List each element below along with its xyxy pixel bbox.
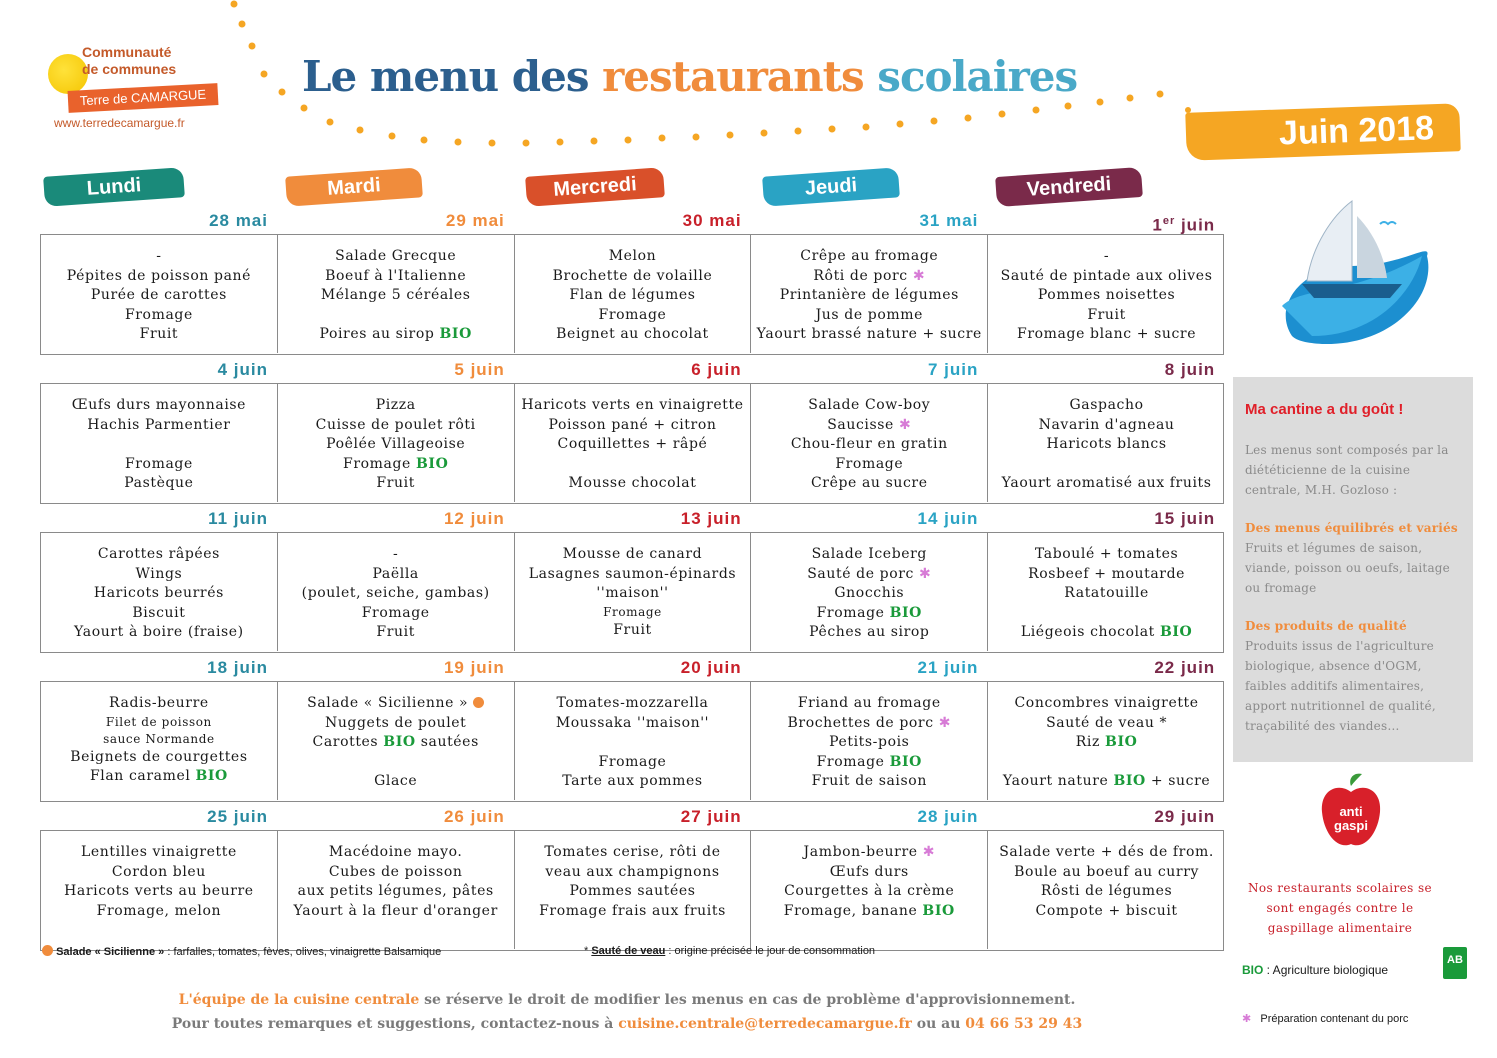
menu-item: Cubes de poisson — [328, 863, 463, 880]
menu-item: Sauté de veau * — [1046, 714, 1168, 731]
menu-item: Melon — [608, 248, 657, 264]
date-label: 22 juin — [1154, 658, 1216, 677]
menu-cell — [751, 533, 988, 651]
menu-item: Mousse chocolat — [568, 475, 697, 492]
menu-item: Sauté de porc ✱ — [807, 565, 932, 582]
antigaspi-line2: gaspi — [1334, 818, 1368, 833]
legend-bio — [1242, 963, 1388, 977]
day-header-3: Jeudi — [762, 167, 900, 206]
menu-item: Pommes sautées — [569, 883, 696, 900]
footer-line1-rest: se réserve le droit de modifier les menus en cas de problème d'approvisionnement. — [419, 992, 1076, 1008]
week-row — [40, 506, 1224, 655]
menu-item: Navarin d'agneau — [1038, 416, 1175, 433]
footer-phone[interactable]: 04 66 53 29 43 — [965, 1016, 1083, 1032]
date-label: 28 juin — [917, 807, 979, 826]
menu-item: Macédoine mayo. — [328, 844, 463, 860]
bio-badge: BIO — [383, 734, 416, 751]
date-label: 29 mai — [445, 211, 505, 230]
date-label: 29 juin — [1154, 807, 1216, 826]
menu-item: Saucisse ✱ — [827, 416, 912, 433]
menu-item: Yaourt aromatisé aux fruits — [1001, 475, 1212, 492]
menu-cells-row — [40, 234, 1224, 355]
menu-item: Œufs durs mayonnaise — [71, 397, 247, 413]
info-panel — [1233, 377, 1473, 762]
menu-item: Pommes noisettes — [1037, 287, 1176, 304]
pork-icon: ✱ — [1242, 1013, 1252, 1025]
date-label: 6 juin — [691, 360, 742, 379]
footer-line1 — [0, 992, 1254, 1008]
date-label: 5 juin — [454, 360, 505, 379]
menu-item: Fromage BIO — [343, 455, 449, 472]
menu-item: Tomates-mozzarella — [556, 695, 709, 711]
menu-cell — [751, 831, 988, 949]
menu-item: Jus de pomme — [815, 306, 923, 323]
footnote-veau-star: * — [584, 945, 592, 957]
menu-item: Œufs durs — [829, 863, 909, 880]
menu-item — [988, 604, 1225, 624]
logo-url: www.terredecamargue.fr — [54, 116, 185, 130]
menu-item: Yaourt nature BIO + sucre — [1002, 773, 1211, 790]
menu-item: Fromage — [598, 753, 667, 770]
date-label: 27 juin — [680, 807, 742, 826]
page-title — [302, 52, 1077, 101]
date-label: 26 juin — [443, 807, 505, 826]
menu-item: Yaourt à boire (fraise) — [74, 624, 244, 641]
menu-item — [515, 455, 751, 475]
menu-item: Purée de carottes — [90, 287, 227, 304]
dates-row — [40, 655, 1224, 681]
menu-item: Gaspacho — [1069, 397, 1144, 413]
menu-item: Courgettes à la crème — [784, 883, 955, 900]
menu-item: Boule au boeuf au curry — [1014, 863, 1200, 880]
menu-item — [278, 306, 514, 326]
menu-item: Poires au sirop BIO — [319, 326, 472, 343]
menu-item: Fromage, melon — [96, 902, 222, 919]
pork-icon: ✱ — [922, 844, 936, 860]
menu-item: Salade verte + dés de from. — [999, 844, 1214, 860]
menu-item: Paëlla — [372, 565, 419, 582]
menu-item: Fruit — [376, 624, 415, 641]
menu-item: Cuisse de poulet rôti — [315, 416, 476, 433]
date-label: 15 juin — [1154, 509, 1216, 528]
menu-cell — [41, 533, 278, 651]
menu-item: Chou-fleur en gratin — [790, 436, 948, 453]
bio-badge: BIO — [415, 455, 449, 472]
menu-cells-row — [40, 532, 1224, 653]
pork-icon: ✱ — [912, 267, 926, 284]
menu-item: Filet de poisson — [105, 714, 212, 729]
menu-item: Salade « Sicilienne » — [278, 694, 514, 714]
menu-item: Fruit — [376, 475, 415, 492]
menu-item: - — [1103, 248, 1110, 264]
menu-item: Radis-beurre — [109, 695, 209, 711]
logo-banner: Terre de CAMARGUE — [68, 83, 219, 113]
menu-cell — [988, 831, 1225, 949]
date-label: 4 juin — [217, 360, 268, 379]
menu-item: Pizza — [375, 397, 416, 413]
week-row — [40, 804, 1224, 953]
legend-bio-label: BIO — [1242, 963, 1264, 977]
date-label: 28 mai — [209, 211, 268, 230]
logo — [46, 42, 226, 134]
bio-badge: BIO — [1113, 773, 1146, 790]
date-label: 20 juin — [680, 658, 742, 677]
footnote-veau — [584, 945, 875, 957]
menu-item: ''maison'' — [596, 585, 669, 602]
bio-badge: BIO — [195, 768, 228, 785]
month-banner: Juin 2018 — [1185, 103, 1461, 161]
menu-item: veau aux champignons — [545, 863, 720, 880]
menu-item: Salade Grecque — [335, 248, 457, 264]
week-row — [40, 655, 1224, 804]
footnote-sicilienne-text: : farfalles, tomates, fèves, olives, vinaigrette Balsamique — [164, 946, 442, 958]
menu-cell — [41, 384, 278, 502]
menu-item: Ratatouille — [1064, 585, 1149, 602]
menu-item: Fromage — [835, 455, 904, 472]
menu-item: Crêpe au fromage — [800, 248, 939, 264]
menu-cell — [278, 235, 515, 353]
menu-item: Poêlée Villageoise — [326, 436, 466, 453]
date-label: 21 juin — [917, 658, 979, 677]
menu-item: Fromage BIO — [816, 753, 922, 770]
menu-item — [515, 733, 751, 753]
menu-item: Fruit — [613, 621, 652, 638]
menu-item: Flan caramel BIO — [89, 768, 228, 785]
menu-cell — [41, 235, 278, 353]
menu-cell — [41, 831, 278, 949]
footer-email-link[interactable]: cuisine.centrale@terredecamargue.fr — [618, 1016, 912, 1032]
menu-item: Brochettes de porc ✱ — [787, 714, 952, 731]
menu-item: Fromage — [361, 604, 430, 621]
menu-item: Carottes râpées — [97, 546, 220, 562]
antigaspi-apple-icon — [1318, 772, 1384, 852]
menu-cell — [515, 682, 752, 800]
menu-item: Friand au fromage — [797, 695, 941, 711]
menu-cell — [751, 384, 988, 502]
menu-item: Boeuf à l'Italienne — [325, 267, 467, 284]
menu-cell — [278, 831, 515, 949]
orange-dot-icon — [473, 697, 484, 708]
menu-item: Hachis Parmentier — [87, 416, 231, 433]
bio-badge: BIO — [889, 753, 922, 770]
menu-item: Carottes BIO sautées — [312, 734, 479, 751]
menu-item: Haricots verts en vinaigrette — [521, 397, 744, 413]
footnote-sicilienne-label: Salade « Sicilienne » — [56, 946, 165, 958]
menu-item: aux petits légumes, pâtes — [297, 883, 494, 900]
menu-item: Fruit — [1087, 306, 1126, 323]
dates-row — [40, 804, 1224, 830]
day-header-1: Mardi — [285, 167, 423, 206]
menu-cell — [988, 384, 1225, 502]
footer-line2-mid: ou au — [911, 1016, 966, 1032]
date-label: 25 juin — [207, 807, 268, 826]
day-header-4: Vendredi — [995, 167, 1143, 207]
menu-item: Printanière de légumes — [779, 287, 959, 304]
legend-pork-text: Préparation contenant du porc — [1260, 1013, 1409, 1025]
menu-item: Yaourt à la fleur d'oranger — [293, 902, 498, 919]
menu-item: Pastèque — [124, 475, 194, 492]
menu-cells-row — [40, 383, 1224, 504]
menu-item: Petits-pois — [829, 734, 910, 751]
panel-text-2: Produits issus de l'agriculture biologique, absence d'OGM, faibles additifs alimentaires, apport nutritionnel de qualité, traçabilité des viandes… — [1245, 639, 1436, 733]
menu-item: - — [393, 546, 399, 562]
menu-item: Beignets de courgettes — [70, 748, 248, 765]
dates-row — [40, 357, 1224, 383]
footnote-sicilienne — [42, 945, 441, 958]
pork-icon: ✱ — [938, 714, 952, 731]
footnote-veau-label: Sauté de veau — [591, 945, 666, 957]
menu-item: Fromage — [603, 604, 662, 619]
menu-item: Moussaka ''maison'' — [555, 714, 710, 731]
menu-item: Fromage — [598, 306, 667, 323]
day-header-2: Mercredi — [525, 167, 665, 207]
menu-item: Fromage frais aux fruits — [539, 902, 726, 919]
menu-item: Coquillettes + râpé — [557, 436, 708, 453]
menu-item: Fruit — [139, 326, 179, 343]
bio-badge: BIO — [1159, 624, 1193, 641]
menu-item: Salade Cow-boy — [808, 397, 931, 413]
menu-item: Fromage — [124, 306, 193, 323]
menu-cell — [278, 384, 515, 502]
week-row — [40, 357, 1224, 506]
menu-item: Haricots beurrés — [93, 585, 224, 602]
menu-cell — [515, 384, 752, 502]
menu-item — [278, 753, 514, 773]
menu-cell — [751, 682, 988, 800]
title-part2: restaurants — [602, 52, 878, 101]
menu-item: Crêpe au sucre — [810, 475, 928, 492]
menu-item: Rôsti de légumes — [1040, 883, 1173, 900]
menu-item: Beignet au chocolat — [556, 326, 709, 343]
menu-item: Pêches au sirop — [809, 624, 930, 641]
bio-badge: BIO — [889, 604, 922, 621]
logo-line1: Communauté — [82, 44, 172, 60]
menu-item: Fromage BIO — [816, 604, 922, 621]
footer-line2 — [0, 1016, 1254, 1032]
date-label: 19 juin — [443, 658, 505, 677]
menu-item: (poulet, seiche, gambas) — [301, 585, 490, 602]
menu-cell — [515, 533, 752, 651]
date-label: 11 juin — [208, 509, 268, 528]
menu-cell — [988, 235, 1225, 353]
menu-item: Liégeois chocolat BIO — [1020, 624, 1193, 641]
panel-title: Ma cantine a du goût ! — [1245, 401, 1404, 418]
antigaspi-text: Nos restaurants scolaires se sont engagés contre le gaspillage alimentaire — [1247, 881, 1433, 935]
date-label: 12 juin — [443, 509, 505, 528]
menu-cell — [751, 235, 988, 353]
bio-badge: BIO — [922, 902, 955, 919]
menu-item: Fruit de saison — [811, 773, 927, 790]
sailboat-icon — [1262, 186, 1442, 346]
menu-item: Mélange 5 céréales — [320, 287, 471, 304]
legend-bio-text: : Agriculture biologique — [1263, 963, 1389, 977]
pork-icon: ✱ — [919, 565, 932, 582]
menu-item: Cordon bleu — [111, 863, 206, 880]
menu-item: Taboulé + tomates — [1034, 546, 1179, 562]
menu-item: Concombres vinaigrette — [1014, 695, 1199, 711]
menu-item: Pépites de poisson pané — [66, 267, 252, 284]
menu-item: Mousse de canard — [562, 546, 703, 562]
panel-heading-2: Des produits de qualité — [1245, 619, 1407, 633]
dates-row — [40, 208, 1224, 234]
menu-cell — [515, 235, 752, 353]
menu-cell — [515, 831, 752, 949]
menu-item: Fromage blanc + sucre — [1017, 326, 1197, 343]
menu-item: sauce Normande — [103, 731, 215, 746]
title-part1: Le menu des — [302, 52, 603, 101]
pork-icon: ✱ — [899, 416, 912, 433]
menu-item: Fromage — [124, 455, 193, 472]
date-label: 31 mai — [919, 211, 979, 230]
menu-item: Rôti de porc ✱ — [813, 267, 926, 284]
menu-item — [988, 753, 1225, 773]
footer-line2-pre: Pour toutes remarques et suggestions, contactez-nous à — [171, 1016, 619, 1032]
menu-item: Wings — [135, 565, 183, 582]
date-label: 1er juin — [1152, 215, 1216, 235]
menu-item — [41, 435, 277, 455]
menu-grid — [40, 208, 1224, 953]
menu-item: Fromage, banane BIO — [783, 902, 955, 919]
menu-item: Biscuit — [132, 604, 186, 621]
footnote-veau-text: : origine précisée le jour de consommation — [665, 945, 876, 957]
menu-item: Gnocchis — [834, 585, 905, 602]
menu-item: Brochette de volaille — [552, 267, 713, 284]
menu-item: Tomates cerise, rôti de — [544, 844, 721, 860]
legend-pork — [1242, 1012, 1408, 1025]
menu-item — [988, 455, 1225, 475]
bio-badge: BIO — [1105, 734, 1138, 751]
menu-item: Lasagnes saumon-épinards — [528, 565, 737, 582]
footer-team: L'équipe de la cuisine centrale — [178, 992, 420, 1008]
menu-cell — [41, 682, 278, 800]
menu-item: Haricots verts au beurre — [64, 883, 254, 900]
menu-item: Salade Iceberg — [811, 546, 927, 562]
day-header-0: Lundi — [43, 167, 185, 207]
menu-cells-row — [40, 830, 1224, 951]
menu-cell — [278, 533, 515, 651]
menu-item: Jambon-beurre ✱ — [803, 844, 936, 860]
title-part3: scolaires — [877, 52, 1078, 101]
menu-cell — [988, 533, 1225, 651]
menu-item: Flan de légumes — [569, 287, 696, 304]
date-label: 14 juin — [917, 509, 979, 528]
date-label: 7 juin — [927, 360, 979, 379]
date-label: 8 juin — [1164, 360, 1216, 379]
menu-item: Lentilles vinaigrette — [80, 844, 237, 860]
orange-dot-icon — [42, 945, 53, 956]
dates-row — [40, 506, 1224, 532]
panel-intro: Les menus sont composés par la diététicienne de la cuisine centrale, M.H. Gozloso : — [1245, 443, 1449, 497]
date-label: 18 juin — [207, 658, 268, 677]
week-row — [40, 208, 1224, 357]
menu-item: Compote + biscuit — [1035, 902, 1178, 919]
menu-cell — [278, 682, 515, 800]
date-label: 13 juin — [680, 509, 742, 528]
menu-item: Sauté de pintade aux olives — [1000, 267, 1213, 284]
menu-item: Nuggets de poulet — [324, 714, 467, 731]
ab-logo-icon: AB — [1443, 947, 1467, 979]
menu-item: Haricots blancs — [1046, 436, 1167, 453]
menu-item: - — [156, 248, 162, 264]
menu-cell — [988, 682, 1225, 800]
logo-line2: de communes — [82, 61, 177, 77]
panel-text-1: Fruits et légumes de saison, viande, poisson ou oeufs, laitage ou fromage — [1245, 541, 1450, 595]
menu-item: Rosbeef + moutarde — [1028, 565, 1186, 582]
menu-item: Poisson pané + citron — [548, 416, 717, 433]
menu-item: Riz BIO — [1075, 734, 1138, 751]
menu-item: Tarte aux pommes — [562, 773, 703, 790]
antigaspi-line1: anti — [1339, 804, 1363, 819]
panel-heading-1: Des menus équilibrés et variés — [1245, 521, 1458, 535]
date-label: 30 mai — [682, 211, 742, 230]
menu-cells-row — [40, 681, 1224, 802]
menu-item: Yaourt brassé nature + sucre — [756, 326, 982, 343]
menu-item: Glace — [374, 773, 418, 790]
bio-badge: BIO — [439, 326, 472, 343]
